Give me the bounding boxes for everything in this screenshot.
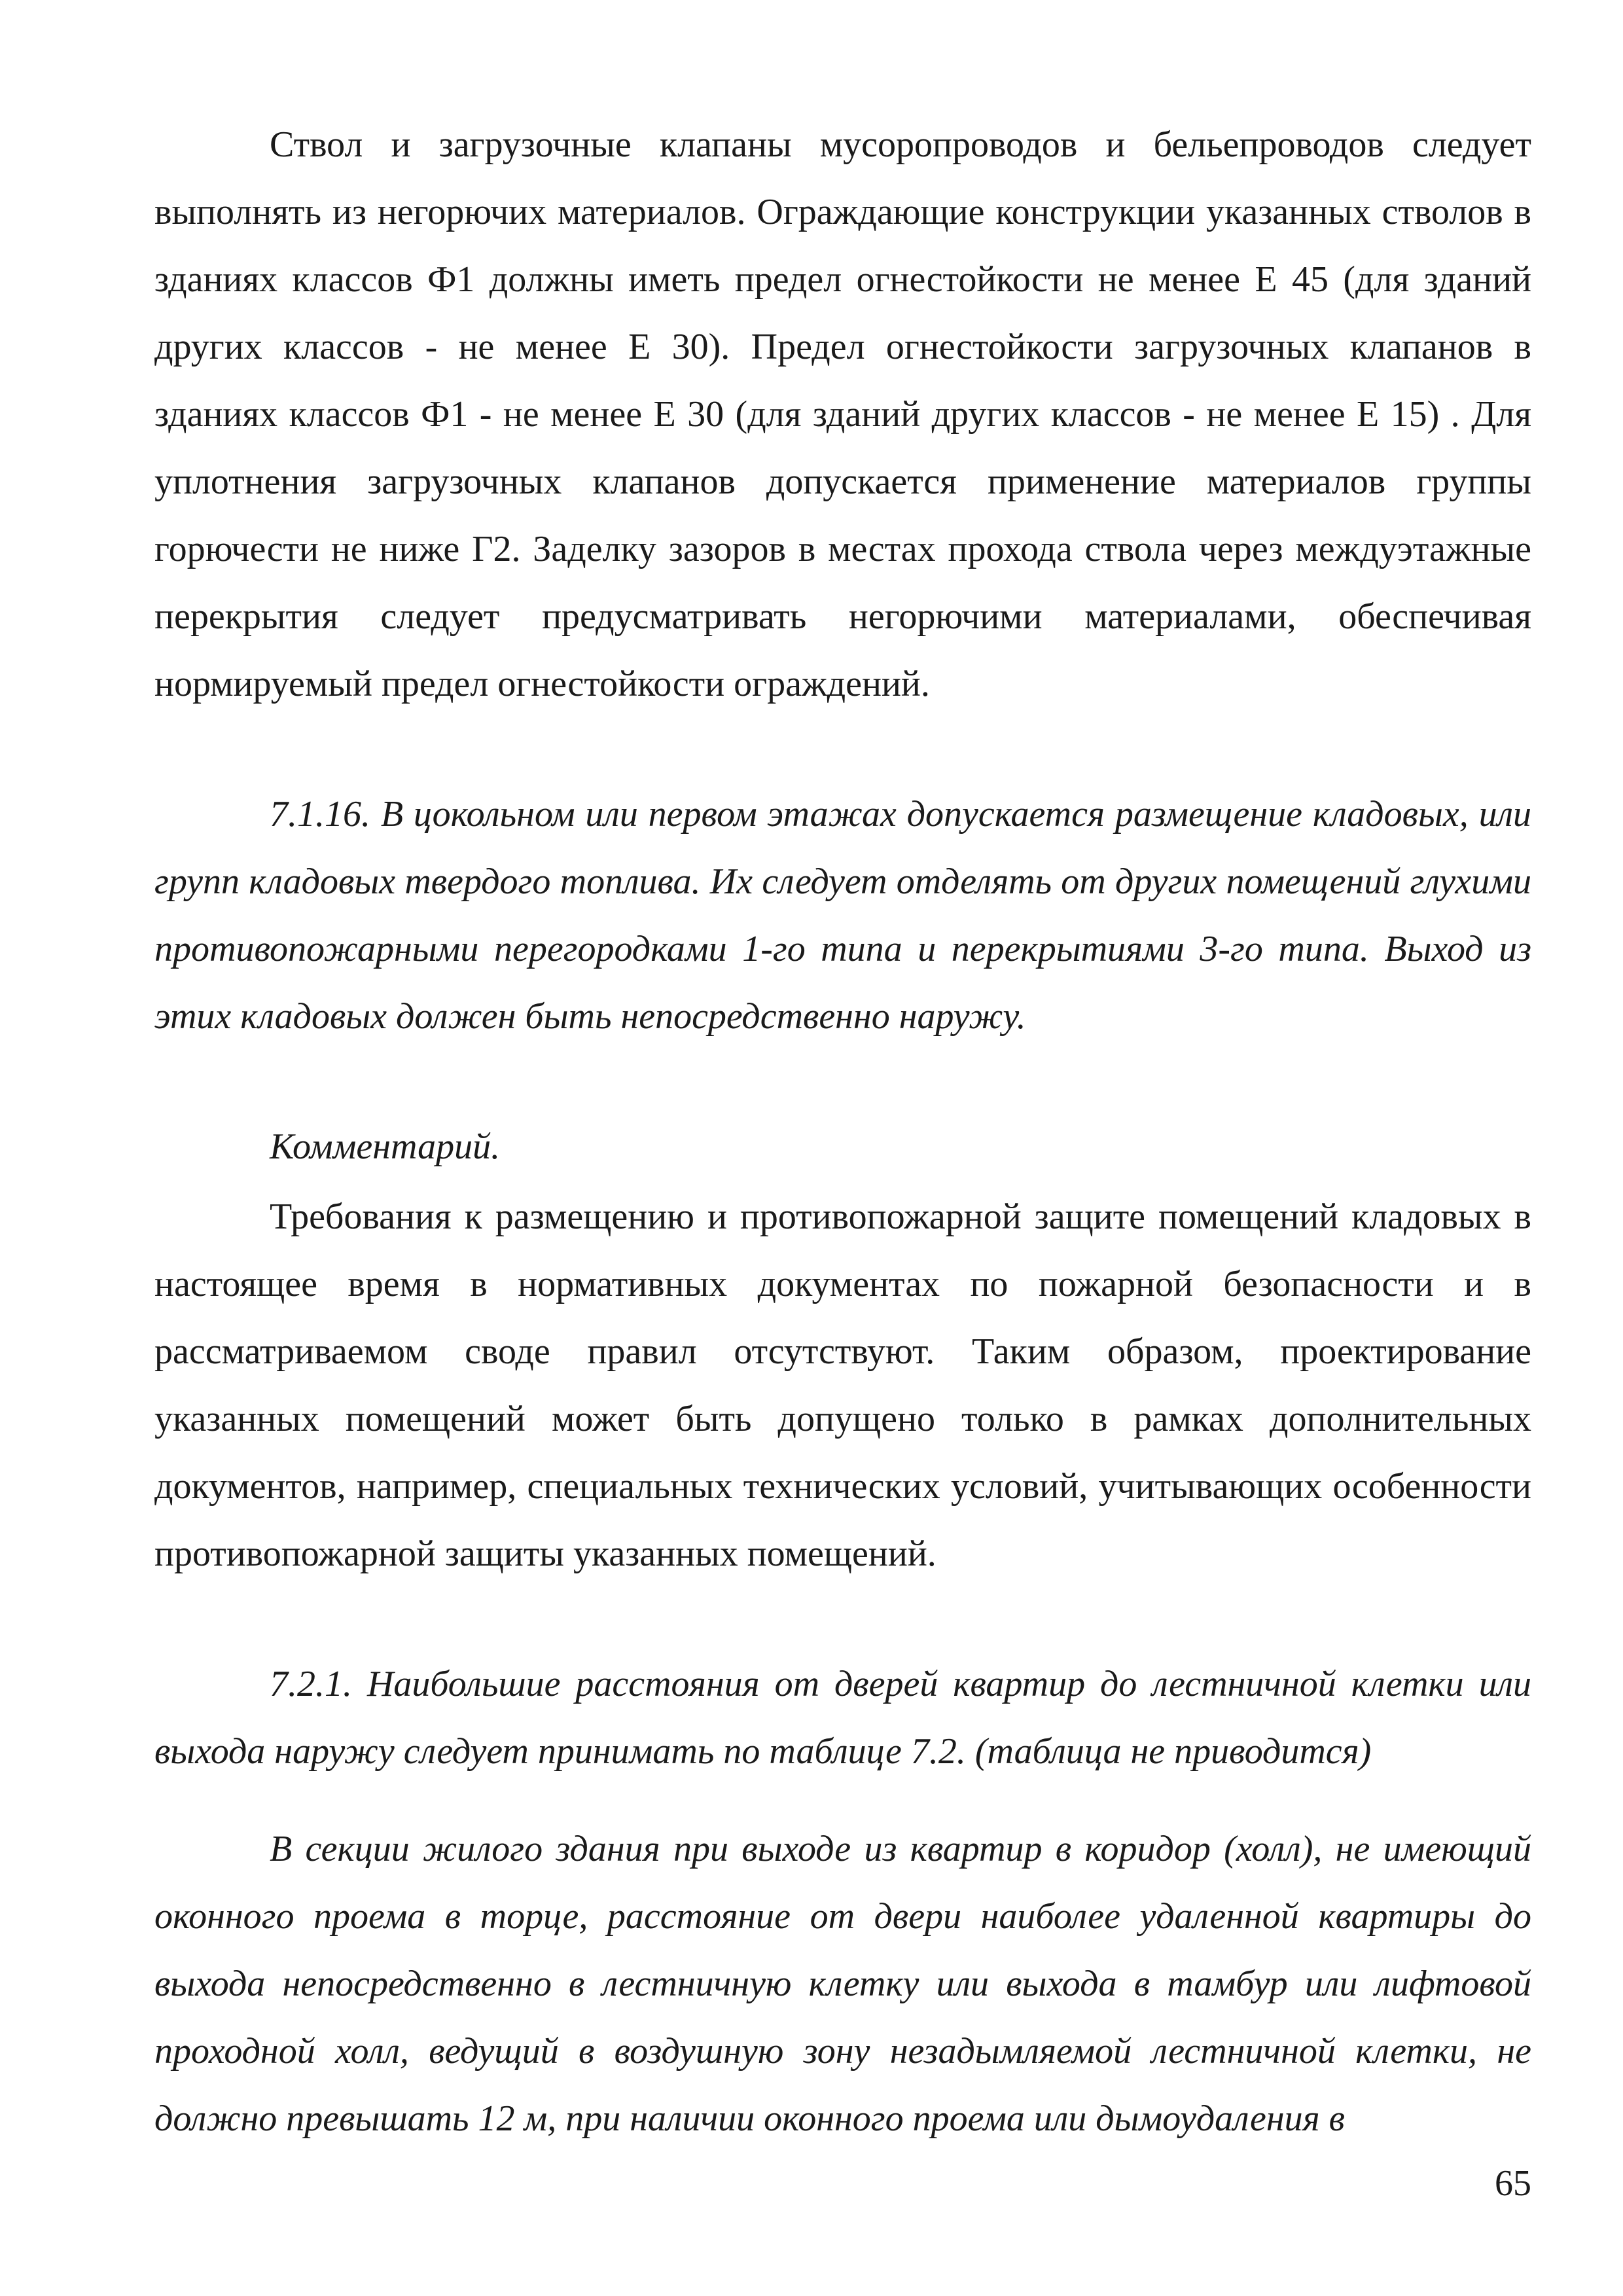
paragraph-clause-7-1-16: 7.1.16. В цокольном или первом этажах допускается размещение кладовых, или групп кладовых твердого топлива. Их следует отделять от других помещений глухими противопожарными перегородками 1-го типа и перекрытиями 3-го типа. Выход из этих кладовых должен быть непосредственно наружу.	[154, 794, 1531, 1037]
paragraph-section-distance: В секции жилого здания при выходе из квартир в коридор (холл), не имеющий оконного проема в торце, расстояние от двери наиболее удаленной квартиры до выхода непосредственно в лестничную клетку или выхода в тамбур или лифтовой проходной холл, ведущий в воздушную зону незадымляемой лестничной клетки, не должно превышать 12 м, при наличии оконного проема или дымоудаления в	[154, 1829, 1531, 2139]
page-number: 65	[1495, 2163, 1531, 2204]
paragraph-clause-7-2-1: 7.2.1. Наибольшие расстояния от дверей квартир до лестничной клетки или выхода наружу следует принимать по таблице 7.2. (таблица не приводится)	[154, 1664, 1531, 1772]
comment-label: Комментарий.	[270, 1126, 501, 1167]
document-page	[154, 111, 1531, 2153]
paragraph-refuse-chutes: Ствол и загрузочные клапаны мусоропроводов и бельепроводов следует выполнять из негорючих материалов. Ограждающие конструкции указанных стволов в зданиях классов Ф1 должны иметь предел огнестойкости не менее Е 45 (для зданий других классов - не менее Е 30). Предел огнестойкости загрузочных клапанов в зданиях классов Ф1 - не менее Е 30 (для зданий других классов - не менее Е 15) . Для уплотнения загрузочных клапанов допускается применение материалов группы горючести не ниже Г2. Заделку зазоров в местах прохода ствола через междуэтажные перекрытия следует предусматривать негорючими материалами, обеспечивая нормируемый предел огнестойкости ограждений.	[154, 124, 1531, 704]
paragraph-comment-body: Требования к размещению и противопожарной защите помещений кладовых в настоящее время в нормативных документах по пожарной безопасности и в рассматриваемом своде правил отсутствуют. Таким образом, проектирование указанных помещений может быть допущено только в рамках дополнительных документов, например, специальных технических условий, учитывающих особенности противопожарной защиты указанных помещений.	[154, 1196, 1531, 1574]
